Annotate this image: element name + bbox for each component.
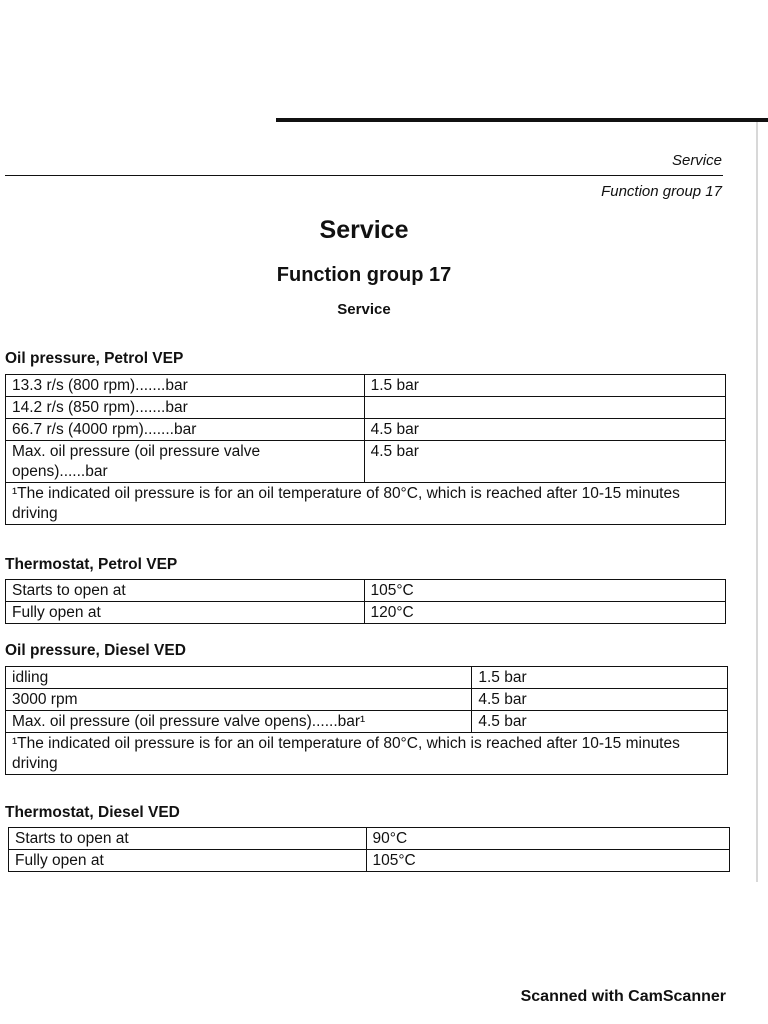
row-value: 4.5 bar	[472, 711, 728, 733]
footnote: ¹The indicated oil pressure is for an oil temperature of 80°C, which is reached after 10-15 minutes driving	[6, 733, 728, 775]
row-value: 90°C	[366, 828, 730, 850]
table-row	[9, 828, 730, 850]
page-subtitle: Function group 17	[276, 264, 452, 286]
row-value: 120°C	[364, 602, 726, 624]
table-row	[6, 483, 726, 525]
footnote: ¹The indicated oil pressure is for an oil temperature of 80°C, which is reached after 10-15 minutes driving	[6, 483, 726, 525]
row-value: 4.5 bar	[364, 441, 725, 483]
row-label: 13.3 r/s (800 rpm).......bar	[6, 375, 365, 397]
row-value: 4.5 bar	[364, 419, 725, 441]
row-label: Max. oil pressure (oil pressure valve opens)......bar	[6, 441, 365, 483]
table-row	[6, 711, 728, 733]
scanner-watermark: Scanned with CamScanner	[520, 988, 726, 1005]
row-label: Max. oil pressure (oil pressure valve opens)......bar¹	[6, 711, 472, 733]
thermostat-diesel-table	[8, 827, 730, 872]
table-row	[6, 441, 726, 483]
row-label: idling	[6, 667, 472, 689]
oil-pressure-petrol-title: Oil pressure, Petrol VEP	[5, 350, 184, 367]
table-row	[6, 733, 728, 775]
page-title: Service	[319, 216, 409, 244]
running-header-function-group: Function group 17	[601, 183, 722, 200]
row-value: 105°C	[364, 580, 726, 602]
row-label: 3000 rpm	[6, 689, 472, 711]
table-row	[6, 580, 726, 602]
table-row	[6, 689, 728, 711]
thermostat-diesel-title: Thermostat, Diesel VED	[5, 804, 180, 821]
row-label: Starts to open at	[9, 828, 367, 850]
table-row	[6, 667, 728, 689]
table-row	[9, 850, 730, 872]
row-label: 66.7 r/s (4000 rpm).......bar	[6, 419, 365, 441]
row-value: 105°C	[366, 850, 730, 872]
table-row	[6, 375, 726, 397]
section-label: Service	[337, 301, 391, 318]
oil-pressure-petrol-table	[5, 374, 726, 525]
row-value	[364, 397, 725, 419]
row-label: Fully open at	[9, 850, 367, 872]
thermostat-petrol-title: Thermostat, Petrol VEP	[5, 556, 178, 573]
row-value: 4.5 bar	[472, 689, 728, 711]
thermostat-petrol-table	[5, 579, 726, 624]
oil-pressure-diesel-table	[5, 666, 728, 775]
oil-pressure-diesel-title: Oil pressure, Diesel VED	[5, 642, 186, 659]
row-label: Fully open at	[6, 602, 365, 624]
header-rule	[5, 175, 723, 176]
row-value: 1.5 bar	[472, 667, 728, 689]
top-page-rule	[276, 118, 768, 122]
table-row	[6, 397, 726, 419]
row-label: 14.2 r/s (850 rpm).......bar	[6, 397, 365, 419]
table-row	[6, 602, 726, 624]
row-label: Starts to open at	[6, 580, 365, 602]
running-header-section: Service	[671, 152, 722, 169]
table-row	[6, 419, 726, 441]
row-value: 1.5 bar	[364, 375, 725, 397]
page-edge-shadow	[756, 122, 758, 882]
